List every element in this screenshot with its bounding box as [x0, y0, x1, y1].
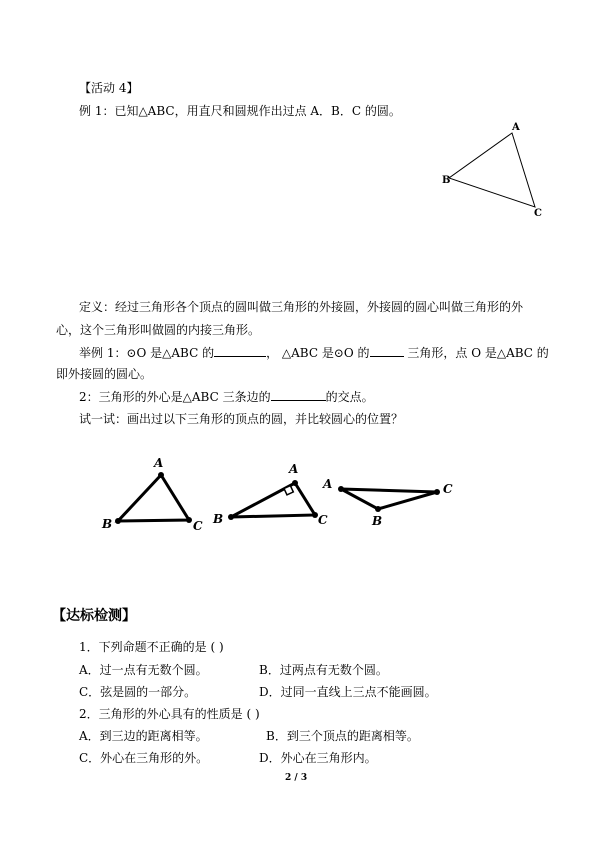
q1-option-d: D．过同一直线上三点不能画圆。	[259, 685, 437, 699]
q2-option-d: D．外心在三角形内。	[259, 751, 377, 765]
question-2: 2．三角形的外心具有的性质是 ( )	[79, 707, 260, 721]
example-1: 例 1：已知△ABC，用直尺和圆规作出过点 A．B．C 的圆。	[79, 104, 401, 118]
t3-label-c: C	[443, 482, 453, 496]
triangle-3	[322, 477, 453, 528]
t2-label-a: A	[289, 462, 299, 476]
q1-option-a: A．过一点有无数个圆。	[79, 663, 208, 677]
blank-2[interactable]	[370, 345, 404, 357]
t1-label-c: C	[193, 519, 203, 533]
item-2	[79, 389, 374, 404]
example-line-2: 即外接圆的圆心。	[56, 367, 153, 381]
blank-1[interactable]	[214, 345, 266, 357]
definition-line-1: 定义：经过三角形各个顶点的圆叫做三角形的外接圆，外接圆的圆心叫做三角形的外	[79, 300, 524, 314]
activity-title: 【活动 4】	[79, 81, 139, 95]
t3-label-b: B	[372, 514, 383, 528]
definition-line-2: 心，这个三角形叫做圆的内接三角形。	[56, 323, 261, 337]
t2-label-c: C	[318, 513, 328, 527]
question-1: 1．下列命题不正确的是 ( )	[79, 640, 224, 654]
triangle-abc-lines	[449, 133, 535, 207]
test-heading: 【达标检测】	[52, 608, 136, 624]
example-part-a: 举例 1：⊙O 是△ABC 的	[79, 346, 215, 360]
page-number: 2 / 3	[285, 773, 308, 783]
t2-label-b: B	[213, 512, 224, 526]
example-line	[79, 345, 549, 360]
q1-option-b: B．过两点有无数个圆。	[259, 663, 388, 677]
example-part-c: 三角形，点 O 是△ABC 的	[403, 346, 549, 360]
fig1-label-a: A	[512, 122, 520, 133]
triangle-2	[212, 462, 328, 527]
blank-3[interactable]	[271, 389, 326, 401]
t3-label-a: A	[323, 477, 333, 491]
item-2-part-b: 的交点。	[325, 390, 374, 404]
q2-option-b: B．到三个顶点的距离相等。	[266, 729, 419, 743]
q2-option-a: A．到三边的距离相等。	[79, 729, 208, 743]
fig1-label-c: C	[534, 208, 542, 219]
q1-option-c: C．弦是圆的一部分。	[79, 685, 197, 699]
t1-label-b: B	[102, 517, 113, 531]
try-it: 试一试：画出过以下三角形的顶点的圆，并比较圆心的位置？	[79, 412, 404, 426]
q2-option-c: C．外心在三角形的外。	[79, 751, 209, 765]
fig1-label-b: B	[442, 175, 451, 186]
t1-label-a: A	[154, 456, 164, 470]
triangle-1	[101, 456, 203, 533]
example-part-b: ， △ABC 是⊙O 的	[266, 346, 370, 360]
item-2-part-a: 2：三角形的外心是△ABC 三条边的	[79, 390, 271, 404]
